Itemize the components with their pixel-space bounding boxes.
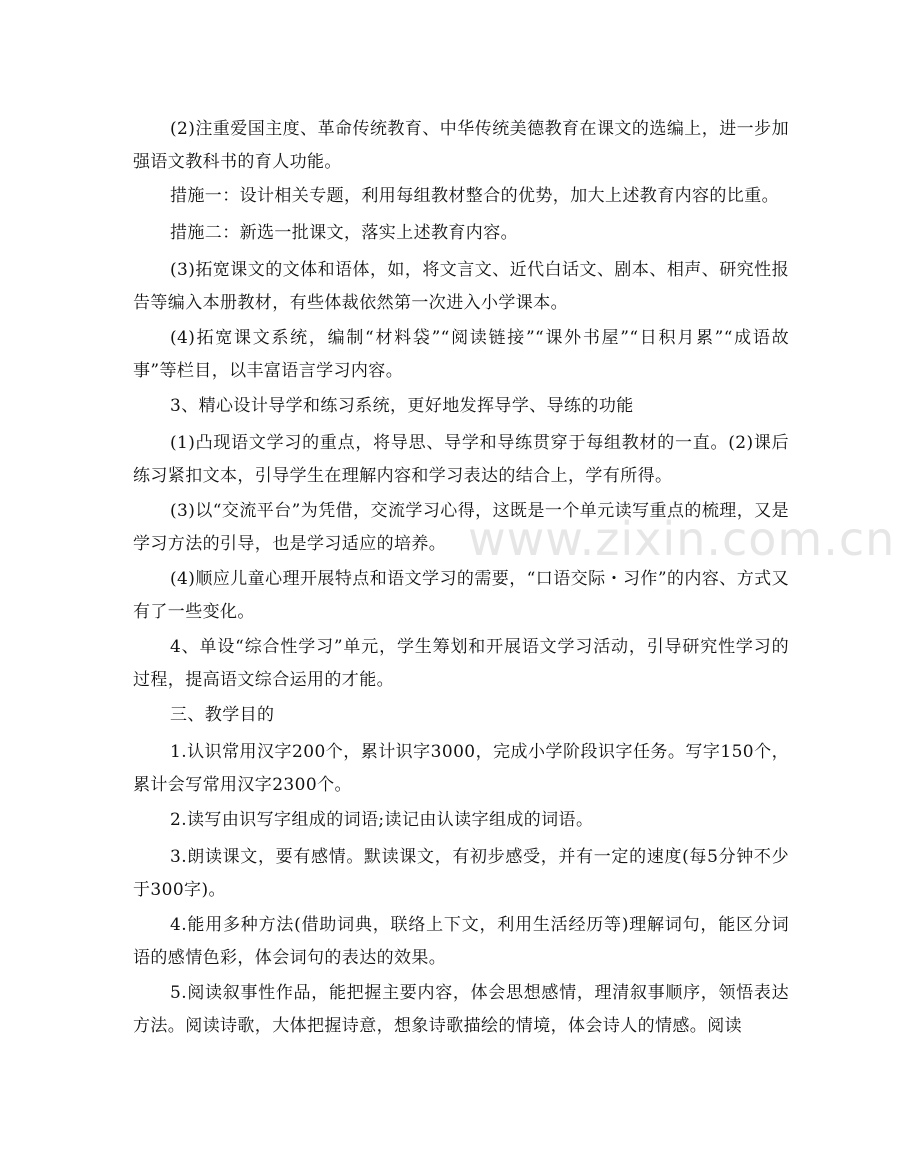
goal-item-5: 5.阅读叙事性作品，能把握主要内容，体会思想感情，理清叙事顺序，领悟表达方法。阅读诗歌，大体把握诗意，想象诗歌描绘的情境，体会诗人的情感。阅读 xyxy=(133,983,789,1036)
goal-item-3: 3.朗读课文，要有感情。默读课文，有初步感受，并有一定的速度(每5分钟不少于300字)。 xyxy=(133,847,789,900)
paragraph-measure-two: 措施二：新选一批课文，落实上述教育内容。 xyxy=(170,223,518,243)
paragraph-genre-expansion: (3)拓宽课文的文体和语体，如，将文言文、近代白话文、剧本、相声、研究性报告等编入本册教材，有些体裁依然第一次进入小学课本。 xyxy=(133,260,789,313)
paragraph-learning-focus: (1)凸现语文学习的重点，将导思、导学和导练贯穿于每组教材的一直。(2)课后练习紧扣文本，引导学生在理解内容和学习表达的结合上，学有所得。 xyxy=(133,433,790,486)
goal-item-4: 4.能用多种方法(借助词典，联络上下文，利用生活经历等)理解词句，能区分词语的感情色彩，体会词句的表达的效果。 xyxy=(133,915,789,968)
paragraph-child-psychology: (4)顺应儿童心理开展特点和语文学习的需要，“口语交际・习作”的内容、方式又有了一些变化。 xyxy=(133,569,789,622)
goal-item-1: 1.认识常用汉字200个，累计识字3000，完成小学阶段识字任务。写字150个，累计会写常用汉字2300个。 xyxy=(133,742,789,795)
section-heading-guided-practice: 3、精心设计导学和练习系统，更好地发挥导学、导练的功能 xyxy=(170,396,634,416)
paragraph-exchange-platform: (3)以“交流平台”为凭借，交流学习心得，这既是一个单元读写重点的梳理，又是学习方法的引导，也是学习适应的培养。 xyxy=(133,501,789,554)
paragraph-comprehensive-learning: 4、单设“综合性学习”单元，学生筹划和开展语文学习活动，引导研究性学习的过程，提高语文综合运用的才能。 xyxy=(133,637,789,690)
paragraph-measure-one: 措施一：设计相关专题，利用每组教材整合的优势，加大上述教育内容的比重。 xyxy=(170,186,779,206)
section-heading-teaching-goals: 三、教学目的 xyxy=(170,705,275,725)
watermark: www.zixin.com.cn xyxy=(468,512,896,566)
paragraph-text-system: (4)拓宽课文系统，编制“材料袋”“阅读链接”“课外书屋”“日积月累”“成语故事”等栏目，以丰富语言学习内容。 xyxy=(133,328,789,381)
paragraph-patriotic-education: (2)注重爱国主度、革命传统教育、中华传统美德教育在课文的选编上，进一步加强语文教科书的育人功能。 xyxy=(133,119,789,172)
goal-item-2: 2.读写由识写字组成的词语;读记由认读字组成的词语。 xyxy=(170,810,594,830)
